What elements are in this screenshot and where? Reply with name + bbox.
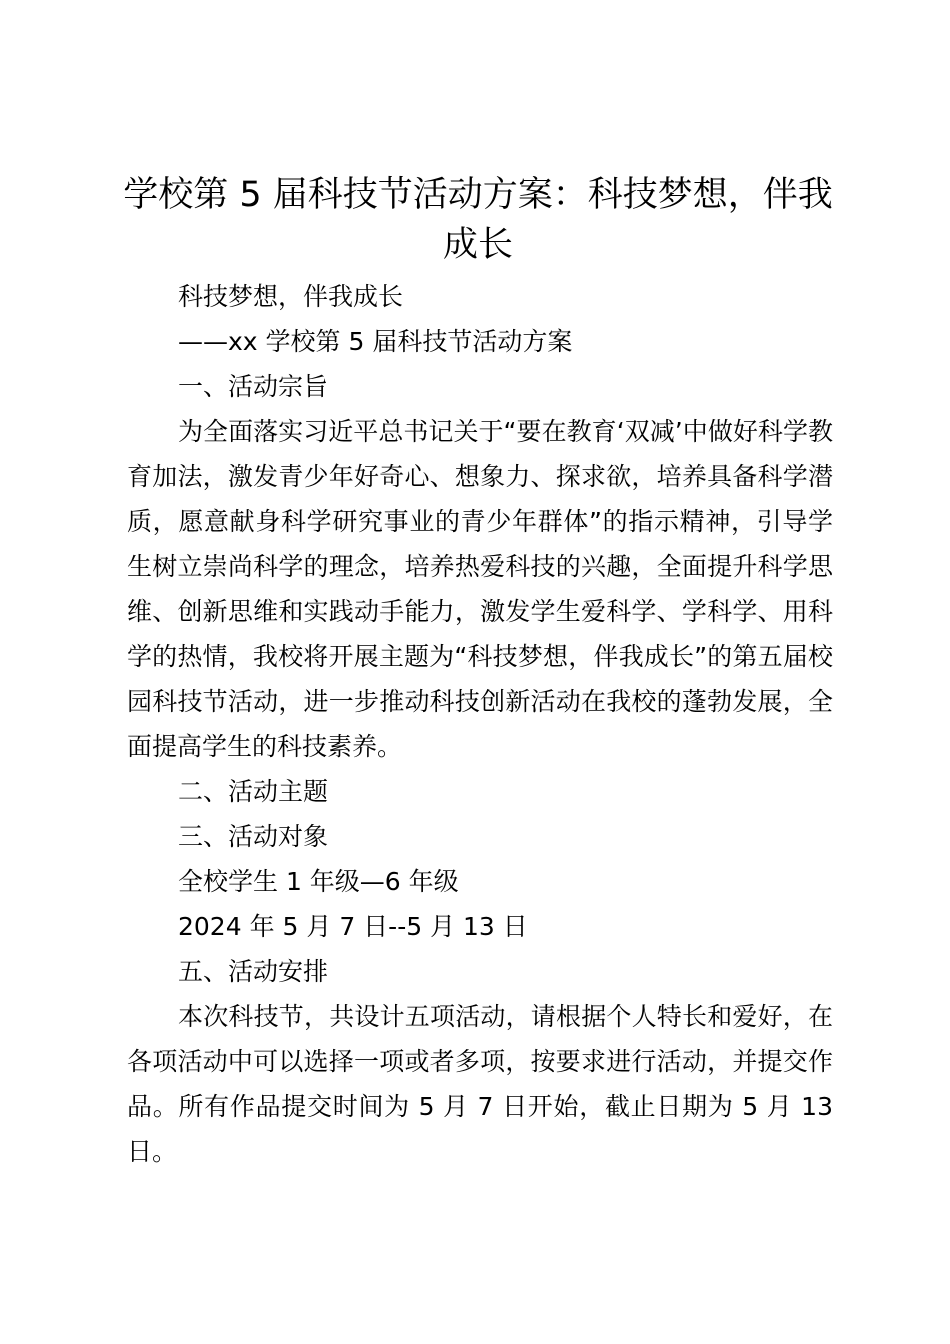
subtitle-plan-name: ——xx 学校第 5 届科技节活动方案 (178, 327, 573, 356)
section-heading-theme: 二、活动主题 (178, 777, 329, 806)
section-heading-audience: 三、活动对象 (178, 822, 329, 851)
section-heading-arrangement: 五、活动安排 (178, 957, 329, 986)
subtitle-theme: 科技梦想，伴我成长 (178, 282, 404, 311)
paragraph-arrangement: 本次科技节，共设计五项活动，请根据个人特长和爱好，在各项活动中可以选择一项或者多项，按要求进行活动，并提交作品。所有作品提交时间为 5 月 7 日开始，截止日期为 5 月 13 日。 (127, 1002, 833, 1166)
paragraph-audience: 全校学生 1 年级—6 年级 (178, 867, 459, 896)
paragraph-purpose: 为全面落实习近平总书记关于“要在教育‘双减’中做好科学教育加法，激发青少年好奇心、想象力、探求欲，培养具备科学潜质，愿意献身科学研究事业的青少年群体”的指示精神，引导学生树立崇尚科学的理念，培养热爱科技的兴趣，全面提升科学思维、创新思维和实践动手能力，激发学生爱科学、学科学、用科学的热情，我校将开展主题为“科技梦想，伴我成长”的第五届校园科技节活动，进一步推动科技创新活动在我校的蓬勃发展，全面提高学生的科技素养。 (127, 417, 833, 761)
section-heading-purpose: 一、活动宗旨 (178, 372, 329, 401)
document-body (127, 274, 833, 1174)
document-title: 学校第 5 届科技节活动方案：科技梦想，伴我成长 (123, 175, 833, 265)
paragraph-dates: 2024 年 5 月 7 日--5 月 13 日 (178, 912, 528, 941)
